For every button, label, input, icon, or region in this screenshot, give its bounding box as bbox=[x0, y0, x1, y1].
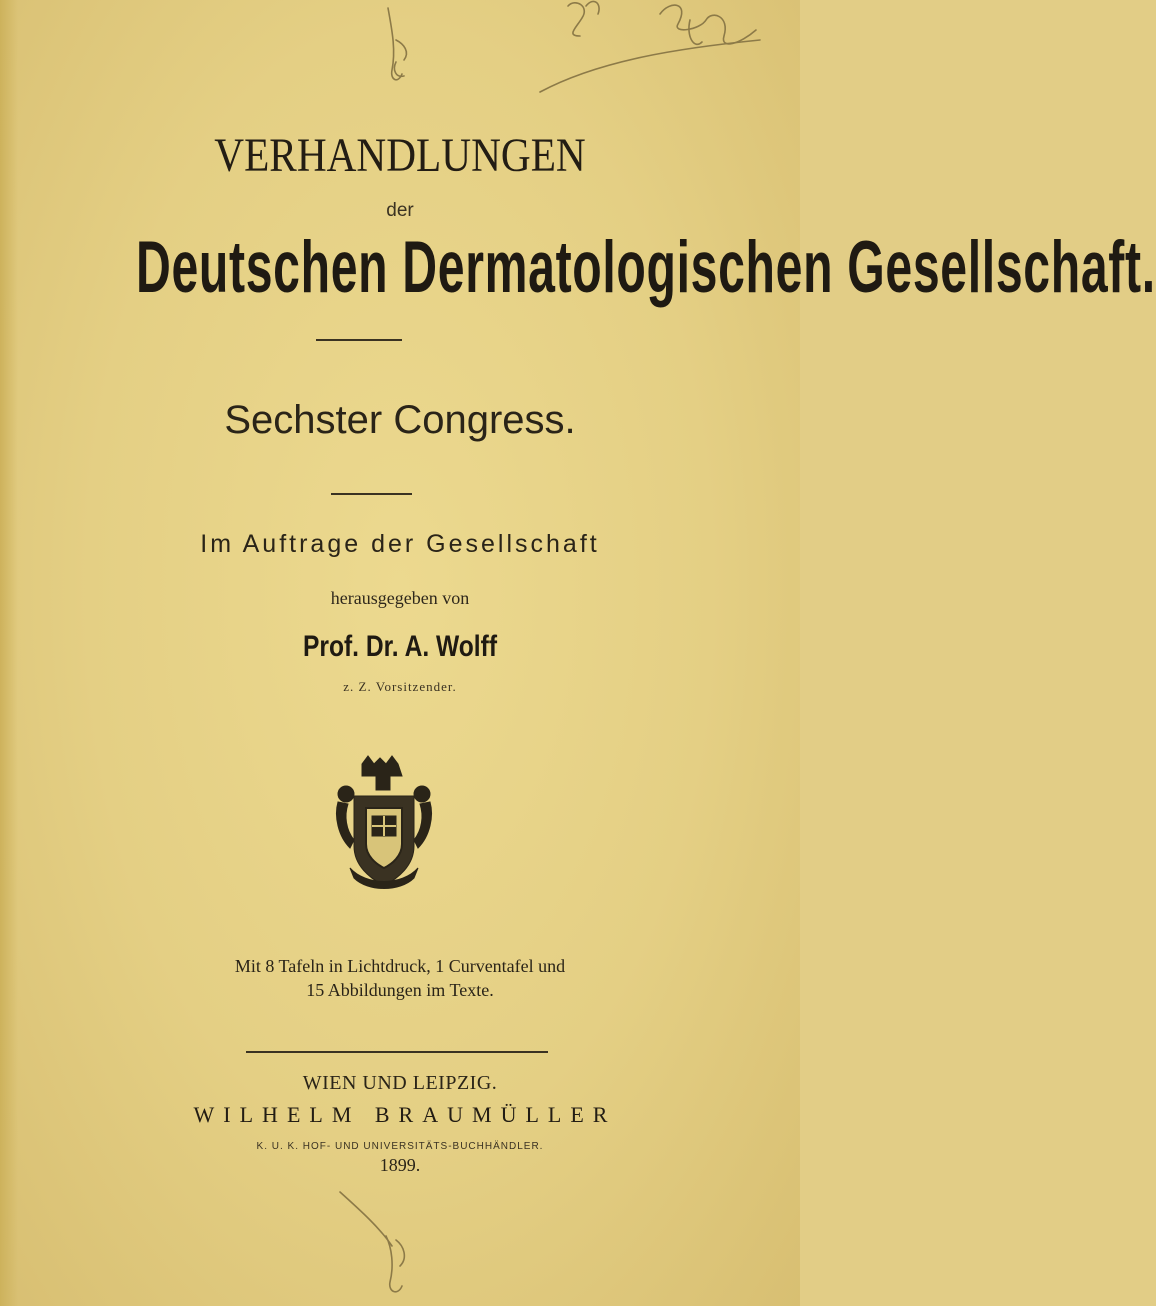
congress-title: Sechster Congress. bbox=[224, 398, 576, 442]
printers-mark-icon bbox=[332, 756, 436, 896]
publisher-name: WILHELM BRAUMÜLLER bbox=[193, 1102, 617, 1127]
society-name: Deutschen Dermatologischen Gesellschaft. bbox=[136, 227, 1156, 308]
divider-rule bbox=[246, 1051, 548, 1053]
contents-line: 15 Abbildungen im Texte. bbox=[306, 980, 494, 1000]
divider-rule bbox=[316, 339, 402, 341]
editor-role: z. Z. Vorsitzender. bbox=[343, 679, 457, 694]
divider-rule bbox=[331, 493, 412, 495]
title-preposition: der bbox=[386, 200, 414, 221]
publication-year: 1899. bbox=[379, 1155, 421, 1175]
commission-line: Im Auftrage der Gesellschaft bbox=[200, 530, 600, 558]
edited-by-line: herausgegeben von bbox=[330, 588, 470, 608]
book-title: VERHANDLUNGEN bbox=[214, 129, 586, 182]
editor-name: Prof. Dr. A. Wolff bbox=[302, 630, 498, 663]
contents-note bbox=[0, 954, 800, 1002]
imprint-place: WIEN UND LEIPZIG. bbox=[302, 1072, 498, 1094]
publisher-role: K. U. K. HOF- UND UNIVERSITÄTS-BUCHHÄNDLER. bbox=[256, 1141, 544, 1152]
contents-line: Mit 8 Tafeln in Lichtdruck, 1 Curventafel und bbox=[234, 956, 566, 976]
